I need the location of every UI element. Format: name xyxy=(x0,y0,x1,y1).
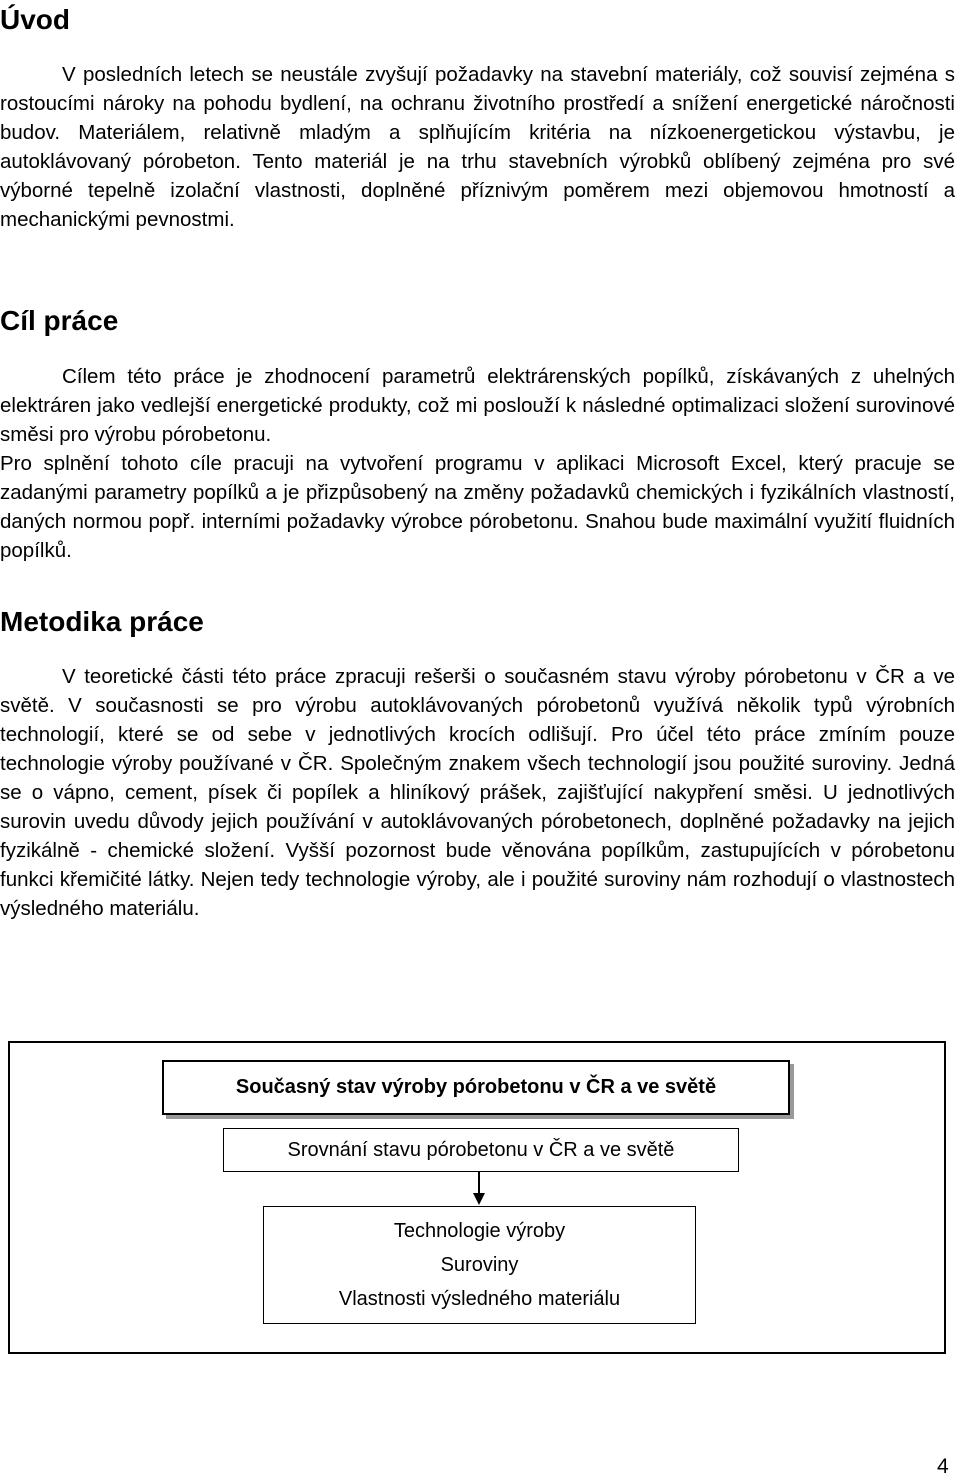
diagram-item: Technologie výroby xyxy=(393,1220,566,1242)
heading-cil-prace: Cíl práce xyxy=(0,305,119,336)
diagram-main-box xyxy=(162,1060,790,1115)
diagram-arrow-line xyxy=(478,1172,480,1194)
flow-diagram xyxy=(8,1041,946,1354)
paragraph-metodika: V teoretické části této práce zpracuji rešerši o současném stavu výroby pórobetonu v ČR a ve světě. V současnosti se pro výrobu autoklávovaných pórobetonů využívá několik typů výrobních technologií, které se od sebe v jednotlivých krocích odlišují. Pro účel této práce zmíním pouze technologie výroby používané v ČR. Společným znakem všech technologií jsou použité suroviny. Jedná se o vápno, cement, písek či popílek a hliníkový prášek, zajišťující nakypření směsi. U jednotlivých surovin uvedu důvody jejich používání v autoklávovaných pórobetonech, doplněné požadavky na jejich fyzikálně - chemické složení. Vyšší pozornost bude věnována popílkům, zastupujících v pórobetonu funkci křemičité látky. Nejen tedy technologie výroby, ale i použité suroviny nám rozhodují o vlastnostech výsledného materiálu. xyxy=(0,665,955,920)
heading-uvod: Úvod xyxy=(0,4,70,35)
diagram-main-label: Současný stav výroby pórobetonu v ČR a ve světě xyxy=(235,1076,717,1098)
paragraph-uvod: V posledních letech se neustále zvyšují požadavky na stavební materiály, což souvisí zejména s rostoucími nároky na pohodu bydlení, na ochranu životního prostředí a snížení energetické náročnosti budov. Materiálem, relativně mladým a splňujícím kritéria na nízkoenergetickou výstavbu, je autoklávovaný pórobeton. Tento materiál je na trhu stavebních výrobků oblíbený zejména pro své výborné tepelně izolační vlastnosti, doplněné příznivým poměrem mezi objemovou hmotností a mechanickými pevnostmi. xyxy=(0,63,955,231)
diagram-item: Vlastnosti výsledného materiálu xyxy=(338,1288,621,1310)
arrow-down-icon xyxy=(473,1193,485,1205)
diagram-compare-label: Srovnání stavu pórobetonu v ČR a ve světě xyxy=(287,1138,675,1161)
diagram-item: Suroviny xyxy=(440,1254,519,1276)
heading-metodika: Metodika práce xyxy=(0,606,204,637)
diagram-compare-box xyxy=(223,1128,739,1172)
paragraph-cil-1: Cílem této práce je zhodnocení parametrů elektrárenských popílků, získávaných z uhelných elektráren jako vedlejší energetické produkty, což mi poslouží k následné optimalizaci složení surovinové směsi pro výrobu pórobetonu. xyxy=(0,365,955,446)
paragraph-cil-2: Pro splnění tohoto cíle pracuji na vytvoření programu v aplikaci Microsoft Excel, který pracuje se zadanými parametry popílků a je přizpůsobený na změny požadavků chemických i fyzikálních vlastností, daných normou popř. interními požadavky výrobce pórobetonu. Snahou bude maximální využití fluidních popílků. xyxy=(0,452,955,562)
diagram-items-box xyxy=(263,1206,696,1324)
page-number: 4 xyxy=(937,1455,949,1478)
